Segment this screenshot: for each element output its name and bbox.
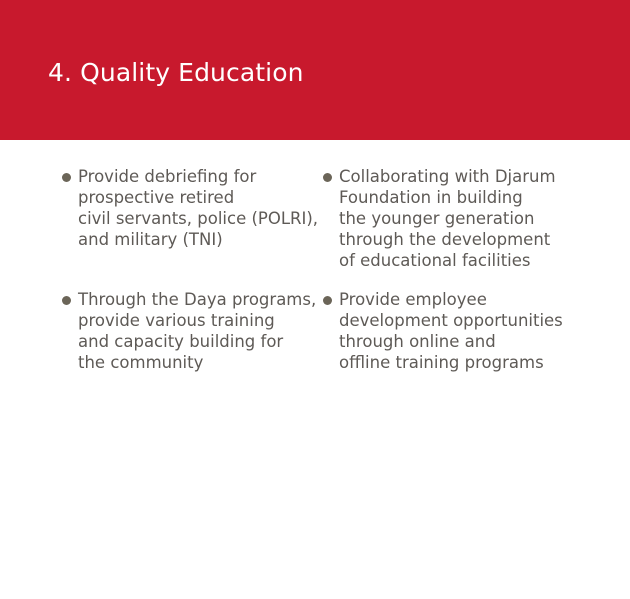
bullet-line: development opportunities [339,311,563,330]
bullet-dot-icon [62,296,71,305]
bullet-dot-icon [323,173,332,182]
bullet-line: Provide employee [339,290,487,309]
section-title: 4. Quality Education [48,58,304,87]
bullet-line: civil servants, police (POLRI), [78,209,319,228]
bullet-line: and capacity building for [78,332,284,351]
bullet-text [78,289,316,373]
bullet-line: of educational facilities [339,251,531,270]
bullet-line: Collaborating with Djarum [339,167,556,186]
bullet-line: the younger generation [339,209,535,228]
bullet-text [339,289,563,373]
bullet-line: Provide debriefing for [78,167,257,186]
bullet-dot-icon [62,173,71,182]
bullet-line: and military (TNI) [78,230,223,249]
bullet-line: Through the Daya programs, [78,290,317,309]
bullet-text [78,166,318,250]
bullet-line: offline training programs [339,353,544,372]
bullet-line: prospective retired [78,188,235,207]
bullet-line: Foundation in building [339,188,523,207]
bullet-line: the community [78,353,204,372]
section-header [0,0,630,140]
bullet-line: through the development [339,230,551,249]
bullet-line: provide various training [78,311,275,330]
bullet-text [339,166,556,271]
bullet-dot-icon [323,296,332,305]
bullet-line: through online and [339,332,496,351]
